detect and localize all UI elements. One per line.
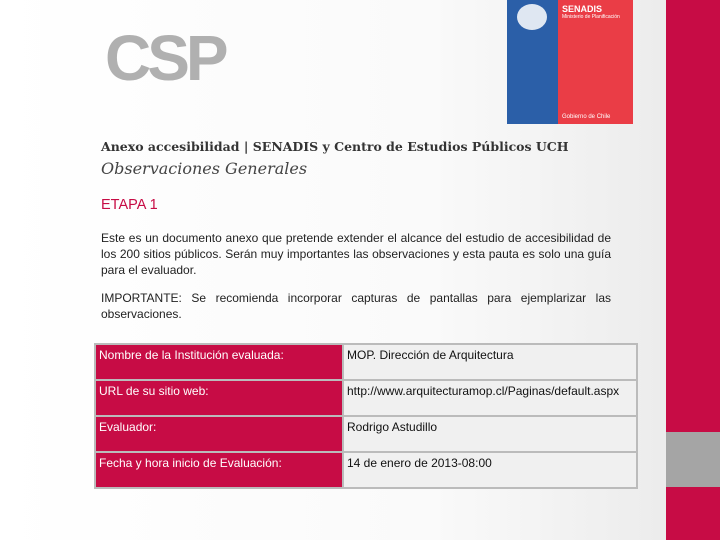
senadis-label: SENADIS: [562, 4, 603, 14]
stage-heading: ETAPA 1: [101, 197, 158, 213]
row-label: Nombre de la Institución evaluada:: [95, 344, 343, 380]
row-label: URL de su sitio web:: [95, 380, 343, 416]
page-title: Observaciones Generales: [101, 159, 308, 178]
gobierno-logo: [507, 0, 633, 124]
side-accent-gray: [666, 432, 720, 487]
row-label: Fecha y hora inicio de Evaluación:: [95, 452, 343, 488]
ministerio-label: Ministerio de Planificación: [562, 14, 620, 20]
row-value: 14 de enero de 2013-08:00: [343, 452, 637, 488]
row-value: MOP. Dirección de Arquitectura: [343, 344, 637, 380]
important-paragraph: IMPORTANTE: Se recomienda incorporar capturas de pantallas para ejemplarizar las observaciones.: [101, 291, 611, 321]
table-row: [95, 380, 637, 416]
evaluation-info-table: [94, 343, 638, 489]
row-value: http://www.arquitecturamop.cl/Paginas/default.aspx: [343, 380, 637, 416]
table-row: [95, 344, 637, 380]
table-row: [95, 452, 637, 488]
gobierno-label: Gobierno de Chile: [562, 114, 611, 120]
table-row: [95, 416, 637, 452]
chile-seal-icon: [517, 4, 547, 30]
row-value: Rodrigo Astudillo: [343, 416, 637, 452]
intro-paragraph: Este es un documento anexo que pretende extender el alcance del estudio de accesibilidad de los 200 sitios públicos. Serán muy importantes las observaciones y esta pauta es solo una guía para el evaluador.: [101, 231, 611, 277]
row-label: Evaluador:: [95, 416, 343, 452]
csp-logo: CSP: [105, 22, 225, 94]
subtitle: Anexo accesibilidad | SENADIS y Centro de Estudios Públicos UCH: [101, 139, 569, 154]
